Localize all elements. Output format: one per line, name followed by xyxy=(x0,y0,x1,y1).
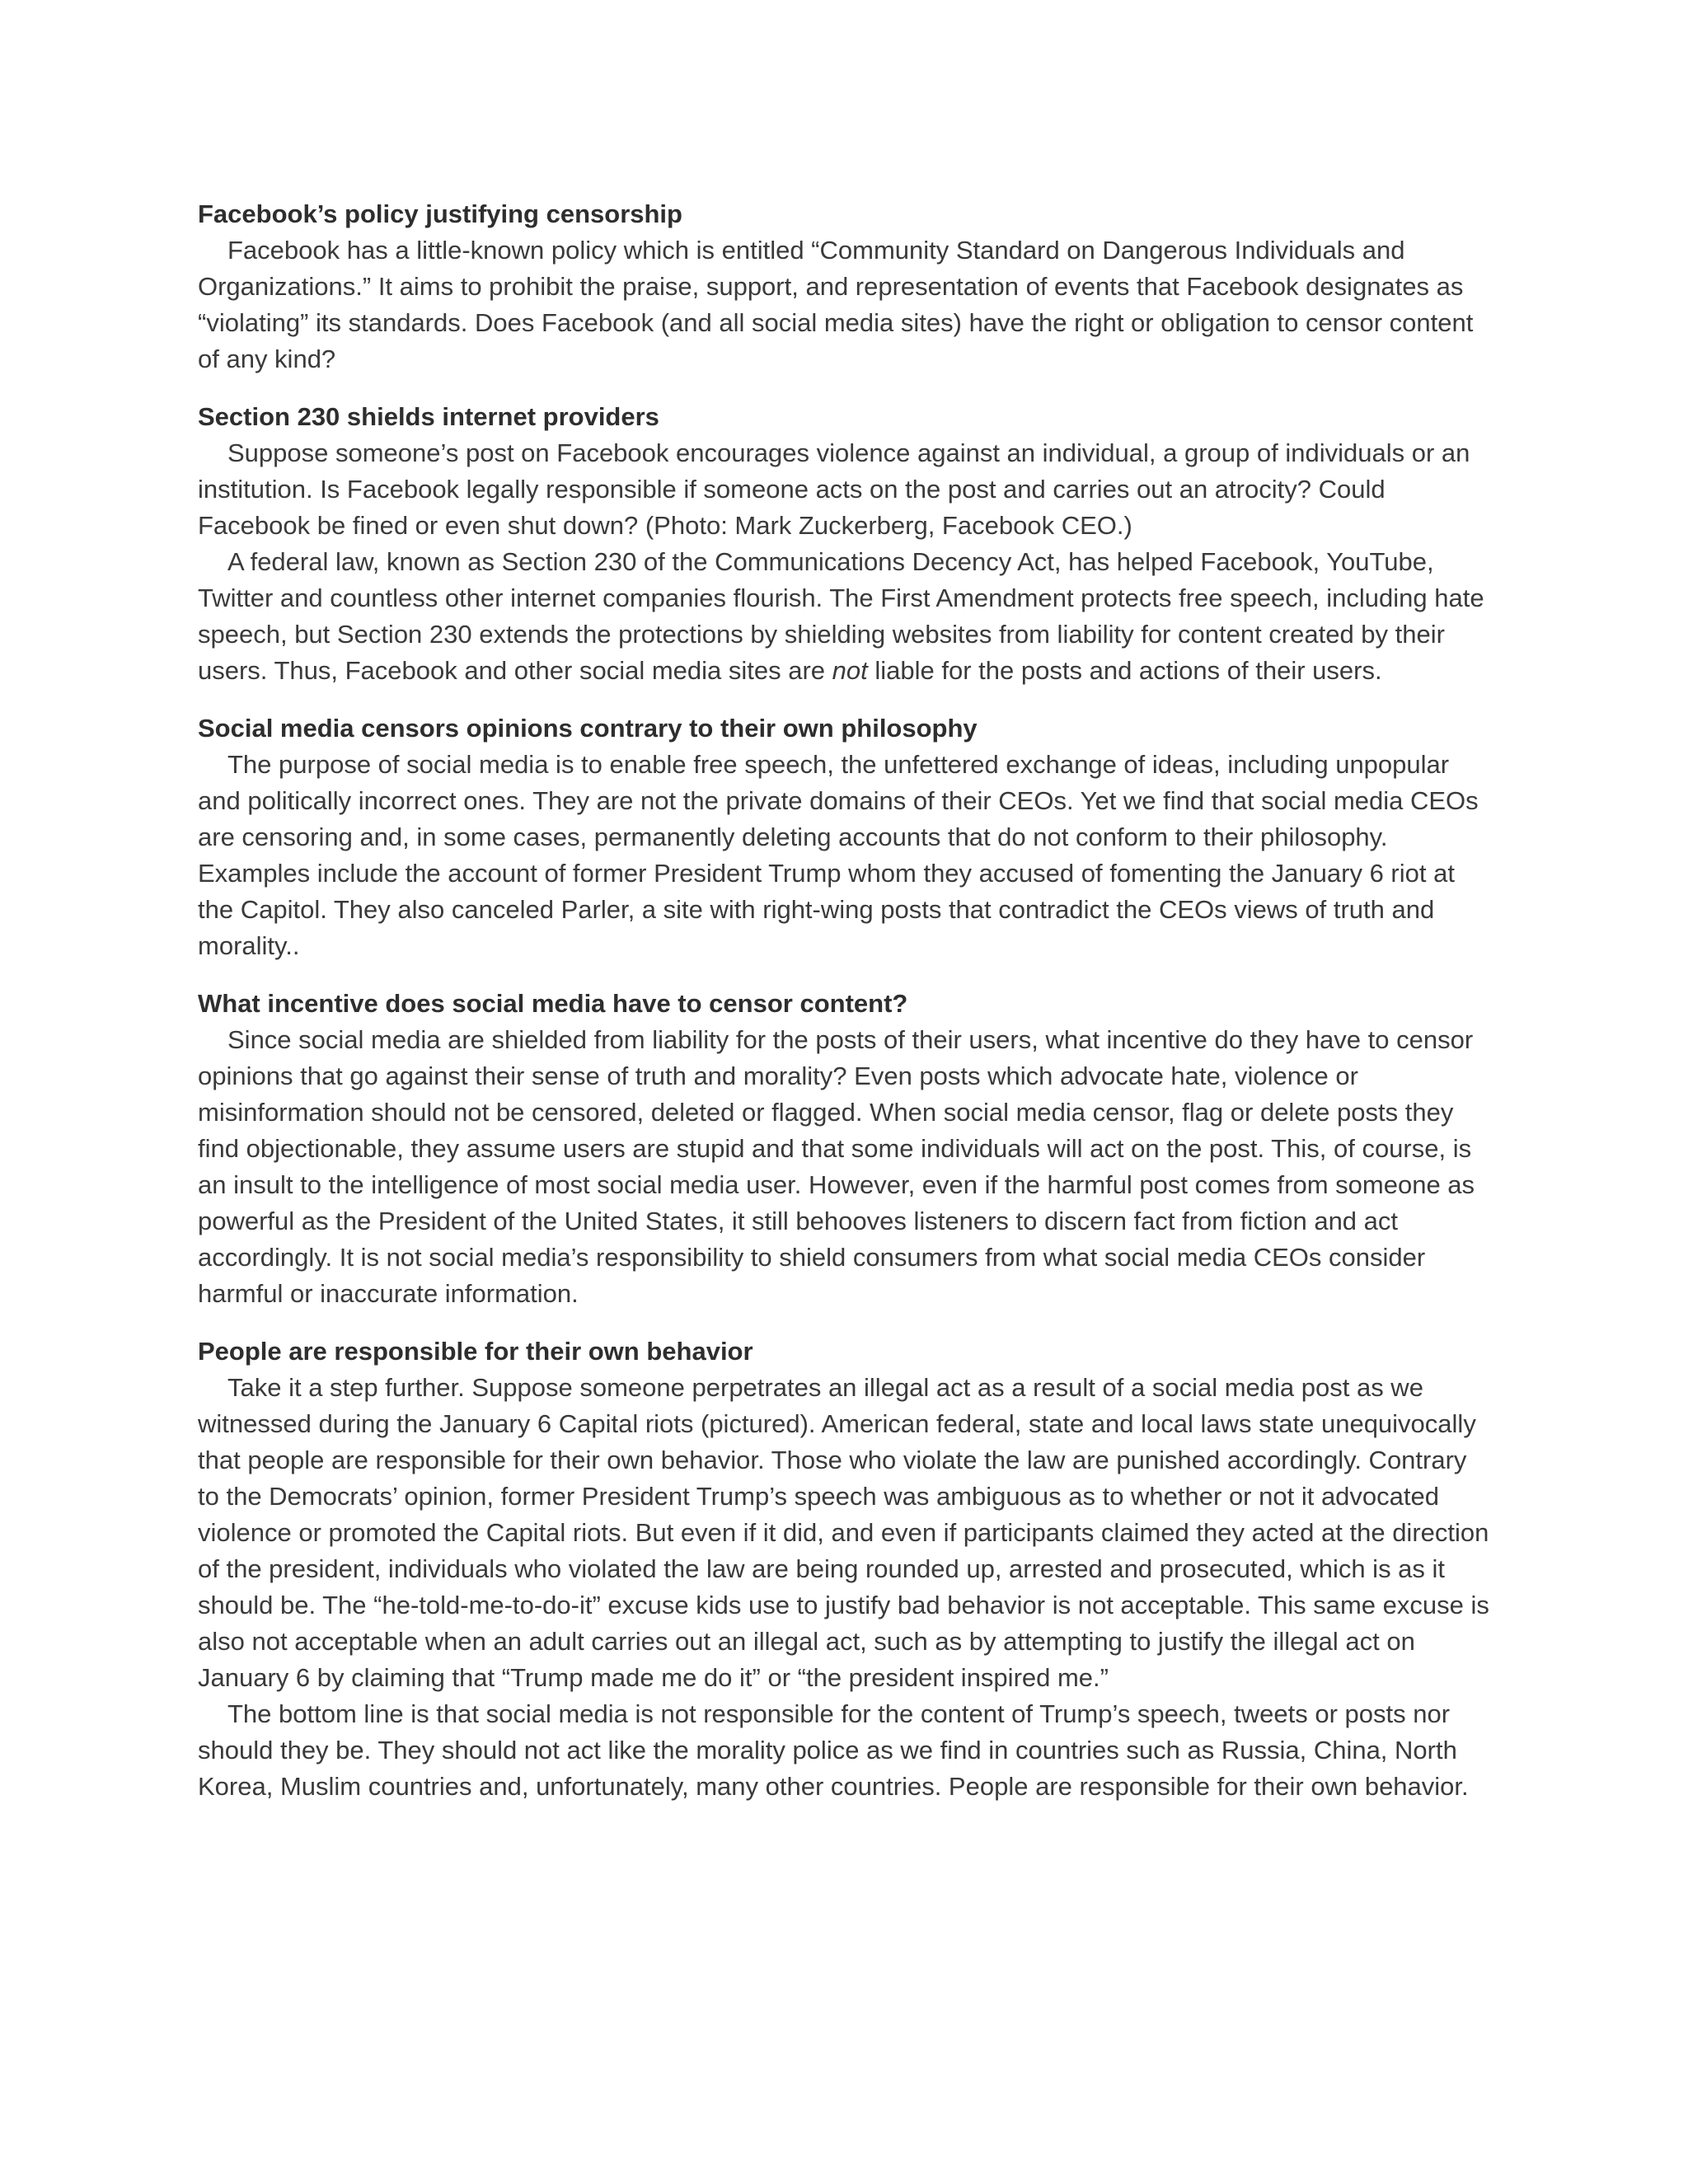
section-facebook-policy xyxy=(198,196,1492,377)
section-230 xyxy=(198,399,1492,689)
section-paragraph xyxy=(198,544,1492,689)
section-paragraph: Facebook has a little-known policy which is entitled “Community Standard on Dangerous Individuals and Organizations.” It aims to prohibit the praise, support, and representation of events that Facebook designates as “violating” its standards. Does Facebook (and all social media sites) have the right or obligation to censor content of any kind? xyxy=(198,236,1474,373)
section-heading: Social media censors opinions contrary to their own philosophy xyxy=(198,714,978,743)
section-censors-opinions xyxy=(198,710,1492,964)
section-heading: What incentive does social media have to censor content? xyxy=(198,989,908,1018)
section-paragraph: Suppose someone’s post on Facebook encourages violence against an individual, a group of individuals or an institution. Is Facebook legally responsible if someone acts on the post and carries out an atrocity? Could Facebook be fined or even shut down? (Photo: Mark Zuckerberg, Facebook CEO.) xyxy=(198,438,1470,540)
section-paragraph: Since social media are shielded from liability for the posts of their users, what incentive do they have to censor opinions that go against their sense of truth and morality? Even posts which advocate hate, violence or misinformation should not be censored, deleted or flagged. When social media censor, flag or delete posts they find objectionable, they assume users are stupid and that some individuals will act on the post. This, of course, is an insult to the intelligence of most social media user. However, even if the harmful post comes from someone as powerful as the President of the United States, it still behooves listeners to discern fact from fiction and act accordingly. It is not social media’s responsibility to shield consumers from what social media CEOs consider harmful or inaccurate information. xyxy=(198,1025,1475,1308)
section-heading: Section 230 shields internet providers xyxy=(198,402,659,431)
section-paragraph: Take it a step further. Suppose someone perpetrates an illegal act as a result of a social media post as we witnessed during the January 6 Capital riots (pictured). American federal, state and local laws state unequivocally that people are responsible for their own behavior. Those who violate the law are punished accordingly. Contrary to the Democrats’ opinion, former President Trump’s speech was ambiguous as to whether or not it advocated violence or promoted the Capital riots. But even if it did, and even if participants claimed they acted at the direction of the president, individuals who violated the law are being rounded up, arrested and prosecuted, which is as it should be. The “he-told-me-to-do-it” excuse kids use to justify bad behavior is not acceptable. This same excuse is also not acceptable when an adult carries out an illegal act, such as by attempting to justify the illegal act on January 6 by claiming that “Trump made me do it” or “the president inspired me.” xyxy=(198,1373,1489,1692)
paragraph-text: liable for the posts and actions of their users. xyxy=(867,656,1382,685)
section-heading: Facebook’s policy justifying censorship xyxy=(198,199,682,228)
paragraph-text: A federal law, known as Section 230 of the Communications Decency Act, has helped Facebook, YouTube, Twitter and countless other internet companies flourish. The First Amendment protects free speech, including hate speech, but Section 230 extends the protections by shielding websites from liability for content created by their users. Thus, Facebook and other social media sites are xyxy=(198,547,1484,685)
document-page xyxy=(198,196,1492,1826)
emphasis-text: not xyxy=(832,656,868,685)
section-heading: People are responsible for their own behavior xyxy=(198,1337,753,1366)
section-responsibility xyxy=(198,1333,1492,1805)
section-incentive xyxy=(198,986,1492,1312)
section-paragraph: The bottom line is that social media is not responsible for the content of Trump’s speech, tweets or posts nor should they be. They should not act like the morality police as we find in countries such as Russia, China, North Korea, Muslim countries and, unfortunately, many other countries. People are responsible for their own behavior. xyxy=(198,1699,1469,1801)
section-paragraph: The purpose of social media is to enable free speech, the unfettered exchange of ideas, including unpopular and politically incorrect ones. They are not the private domains of their CEOs. Yet we find that social media CEOs are censoring and, in some cases, permanently deleting accounts that do not conform to their philosophy. Examples include the account of former President Trump whom they accused of fomenting the January 6 riot at the Capitol. They also canceled Parler, a site with right-wing posts that contradict the CEOs views of truth and morality.. xyxy=(198,750,1479,960)
